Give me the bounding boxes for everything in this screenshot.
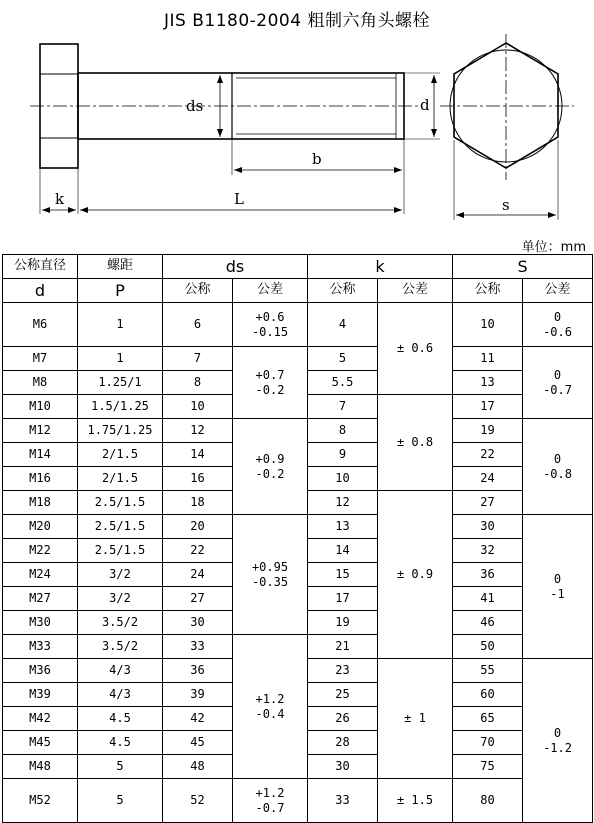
cell-pitch: 4/3 xyxy=(78,659,163,683)
cell-k-nominal: 10 xyxy=(308,467,378,491)
label-b: b xyxy=(312,150,322,168)
cell-k-nominal: 12 xyxy=(308,491,378,515)
cell-pitch: 4.5 xyxy=(78,707,163,731)
table-row xyxy=(3,635,593,659)
page-title: JIS B1180-2004 粗制六角头螺栓 xyxy=(164,11,430,31)
cell-k-tolerance: ± 1 xyxy=(378,659,453,779)
cell-k-nominal: 8 xyxy=(308,419,378,443)
cell-k-nominal: 5 xyxy=(308,347,378,371)
cell-ds-tolerance: +0.95 -0.35 xyxy=(233,515,308,635)
header-p-symbol: P xyxy=(78,279,163,303)
cell-pitch: 1 xyxy=(78,303,163,347)
label-k: k xyxy=(55,190,65,208)
cell-k-nominal: 5.5 xyxy=(308,371,378,395)
cell-ds-nominal: 24 xyxy=(163,563,233,587)
table-row xyxy=(3,779,593,823)
header-ds: ds xyxy=(163,255,308,279)
header-s: S xyxy=(453,255,593,279)
cell-ds-tolerance: +1.2 -0.7 xyxy=(233,779,308,823)
label-L: L xyxy=(234,190,244,208)
cell-s-nominal: 24 xyxy=(453,467,523,491)
cell-pitch: 4.5 xyxy=(78,731,163,755)
cell-ds-tolerance: +0.7 -0.2 xyxy=(233,347,308,419)
cell-s-nominal: 30 xyxy=(453,515,523,539)
cell-s-tolerance: 0 -0.8 xyxy=(523,419,593,515)
cell-pitch: 1.5/1.25 xyxy=(78,395,163,419)
label-ds: ds xyxy=(186,97,204,115)
cell-diameter: M18 xyxy=(3,491,78,515)
cell-k-nominal: 25 xyxy=(308,683,378,707)
cell-s-nominal: 10 xyxy=(453,303,523,347)
cell-ds-nominal: 45 xyxy=(163,731,233,755)
cell-diameter: M48 xyxy=(3,755,78,779)
cell-pitch: 2.5/1.5 xyxy=(78,515,163,539)
cell-pitch: 4/3 xyxy=(78,683,163,707)
cell-diameter: M36 xyxy=(3,659,78,683)
cell-ds-nominal: 10 xyxy=(163,395,233,419)
table-row xyxy=(3,515,593,539)
cell-s-tolerance: 0 -1 xyxy=(523,515,593,659)
cell-s-nominal: 41 xyxy=(453,587,523,611)
cell-s-tolerance: 0 -1.2 xyxy=(523,659,593,823)
table-row xyxy=(3,303,593,347)
cell-s-nominal: 55 xyxy=(453,659,523,683)
cell-diameter: M42 xyxy=(3,707,78,731)
cell-k-tolerance: ± 0.6 xyxy=(378,303,453,395)
cell-pitch: 3.5/2 xyxy=(78,635,163,659)
cell-ds-nominal: 14 xyxy=(163,443,233,467)
cell-diameter: M16 xyxy=(3,467,78,491)
cell-ds-nominal: 27 xyxy=(163,587,233,611)
cell-ds-nominal: 20 xyxy=(163,515,233,539)
header-k-tolerance: 公差 xyxy=(378,279,453,303)
cell-diameter: M7 xyxy=(3,347,78,371)
cell-k-nominal: 4 xyxy=(308,303,378,347)
cell-s-nominal: 50 xyxy=(453,635,523,659)
cell-ds-nominal: 48 xyxy=(163,755,233,779)
cell-diameter: M6 xyxy=(3,303,78,347)
cell-diameter: M39 xyxy=(3,683,78,707)
cell-ds-nominal: 12 xyxy=(163,419,233,443)
unit-note: 单位：mm xyxy=(521,240,586,255)
cell-s-nominal: 80 xyxy=(453,779,523,823)
cell-k-tolerance: ± 0.9 xyxy=(378,491,453,659)
cell-k-nominal: 9 xyxy=(308,443,378,467)
cell-k-nominal: 23 xyxy=(308,659,378,683)
cell-s-tolerance: 0 -0.6 xyxy=(523,303,593,347)
header-diameter: 公称直径 xyxy=(3,255,78,279)
cell-diameter: M27 xyxy=(3,587,78,611)
cell-pitch: 3/2 xyxy=(78,587,163,611)
cell-diameter: M24 xyxy=(3,563,78,587)
cell-ds-nominal: 42 xyxy=(163,707,233,731)
cell-s-nominal: 75 xyxy=(453,755,523,779)
cell-k-tolerance: ± 0.8 xyxy=(378,395,453,491)
cell-pitch: 3.5/2 xyxy=(78,611,163,635)
cell-s-nominal: 46 xyxy=(453,611,523,635)
cell-ds-nominal: 30 xyxy=(163,611,233,635)
cell-ds-nominal: 22 xyxy=(163,539,233,563)
cell-ds-tolerance: +1.2 -0.4 xyxy=(233,635,308,779)
header-d-symbol: d xyxy=(3,279,78,303)
header-k: k xyxy=(308,255,453,279)
cell-k-nominal: 30 xyxy=(308,755,378,779)
cell-ds-nominal: 33 xyxy=(163,635,233,659)
cell-s-nominal: 11 xyxy=(453,347,523,371)
cell-ds-nominal: 36 xyxy=(163,659,233,683)
cell-diameter: M45 xyxy=(3,731,78,755)
cell-ds-nominal: 7 xyxy=(163,347,233,371)
cell-s-nominal: 13 xyxy=(453,371,523,395)
cell-s-nominal: 65 xyxy=(453,707,523,731)
cell-s-nominal: 60 xyxy=(453,683,523,707)
cell-s-nominal: 17 xyxy=(453,395,523,419)
label-d: d xyxy=(420,96,430,114)
header-pitch: 螺距 xyxy=(78,255,163,279)
cell-k-nominal: 17 xyxy=(308,587,378,611)
cell-diameter: M30 xyxy=(3,611,78,635)
table-row xyxy=(3,347,593,371)
cell-ds-nominal: 39 xyxy=(163,683,233,707)
header-ds-nominal: 公称 xyxy=(163,279,233,303)
cell-s-nominal: 27 xyxy=(453,491,523,515)
cell-k-nominal: 26 xyxy=(308,707,378,731)
cell-diameter: M8 xyxy=(3,371,78,395)
cell-diameter: M20 xyxy=(3,515,78,539)
header-s-nominal: 公称 xyxy=(453,279,523,303)
header-ds-tolerance: 公差 xyxy=(233,279,308,303)
cell-ds-nominal: 6 xyxy=(163,303,233,347)
cell-ds-nominal: 52 xyxy=(163,779,233,823)
cell-ds-nominal: 8 xyxy=(163,371,233,395)
cell-s-nominal: 22 xyxy=(453,443,523,467)
cell-k-nominal: 14 xyxy=(308,539,378,563)
cell-s-nominal: 19 xyxy=(453,419,523,443)
cell-pitch: 1.75/1.25 xyxy=(78,419,163,443)
cell-s-nominal: 32 xyxy=(453,539,523,563)
cell-pitch: 2.5/1.5 xyxy=(78,491,163,515)
cell-s-tolerance: 0 -0.7 xyxy=(523,347,593,419)
label-s: s xyxy=(502,196,510,214)
cell-pitch: 2/1.5 xyxy=(78,467,163,491)
cell-s-nominal: 36 xyxy=(453,563,523,587)
cell-k-nominal: 21 xyxy=(308,635,378,659)
cell-pitch: 3/2 xyxy=(78,563,163,587)
cell-k-nominal: 33 xyxy=(308,779,378,823)
cell-k-nominal: 28 xyxy=(308,731,378,755)
spec-table xyxy=(2,254,593,823)
header-s-tolerance: 公差 xyxy=(523,279,593,303)
cell-pitch: 5 xyxy=(78,779,163,823)
cell-k-nominal: 15 xyxy=(308,563,378,587)
cell-diameter: M10 xyxy=(3,395,78,419)
cell-k-nominal: 13 xyxy=(308,515,378,539)
cell-ds-nominal: 16 xyxy=(163,467,233,491)
cell-diameter: M33 xyxy=(3,635,78,659)
cell-ds-tolerance: +0.6 -0.15 xyxy=(233,303,308,347)
bolt-drawing xyxy=(0,30,594,240)
cell-diameter: M22 xyxy=(3,539,78,563)
cell-s-nominal: 70 xyxy=(453,731,523,755)
cell-k-nominal: 7 xyxy=(308,395,378,419)
cell-pitch: 1 xyxy=(78,347,163,371)
cell-diameter: M14 xyxy=(3,443,78,467)
cell-k-nominal: 19 xyxy=(308,611,378,635)
cell-pitch: 5 xyxy=(78,755,163,779)
cell-ds-nominal: 18 xyxy=(163,491,233,515)
cell-pitch: 1.25/1 xyxy=(78,371,163,395)
cell-ds-tolerance: +0.9 -0.2 xyxy=(233,419,308,515)
cell-pitch: 2/1.5 xyxy=(78,443,163,467)
table-row xyxy=(3,419,593,443)
cell-pitch: 2.5/1.5 xyxy=(78,539,163,563)
header-k-nominal: 公称 xyxy=(308,279,378,303)
cell-diameter: M52 xyxy=(3,779,78,823)
cell-k-tolerance: ± 1.5 xyxy=(378,779,453,823)
cell-diameter: M12 xyxy=(3,419,78,443)
